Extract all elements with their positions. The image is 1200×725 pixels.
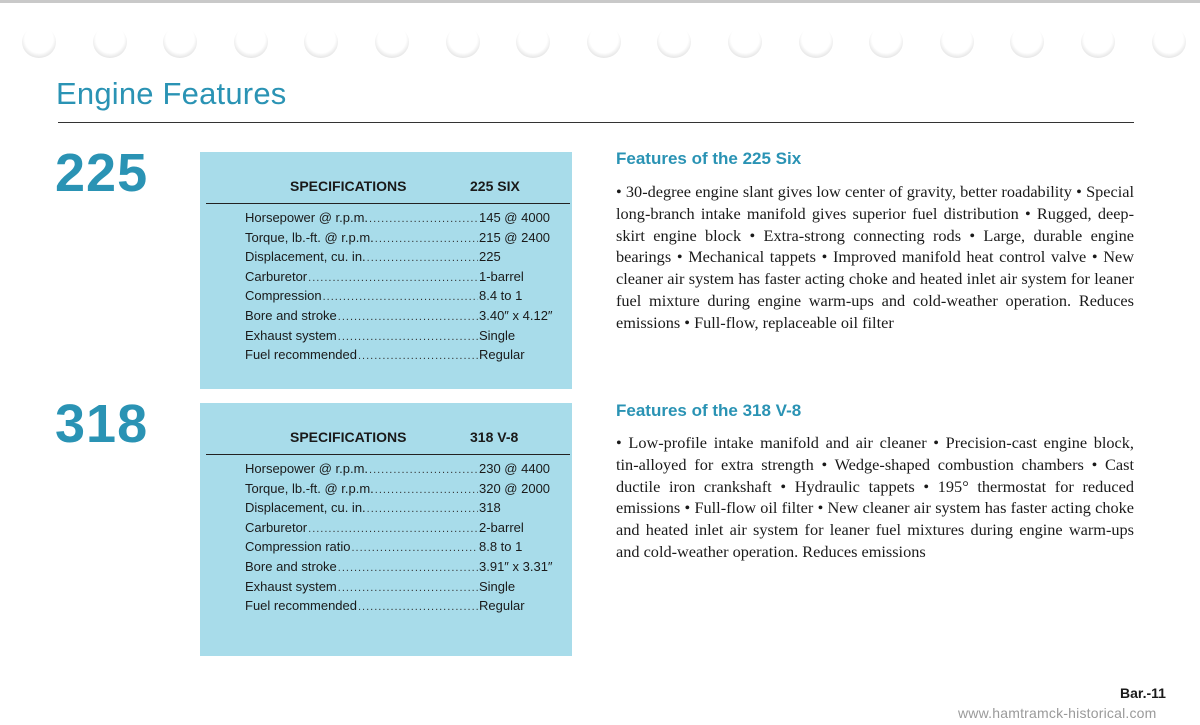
binder-hole (446, 26, 480, 58)
spec-label: Horsepower @ r.p.m. (245, 210, 369, 225)
spec-value: 318 (479, 500, 501, 516)
dot-leader (367, 503, 478, 515)
dot-leader (369, 464, 478, 476)
spec-row (245, 579, 565, 599)
spec-value: Single (479, 578, 516, 594)
binder-hole (93, 26, 127, 58)
dot-leader (323, 291, 478, 303)
spec-row (245, 539, 565, 559)
spec-label: Compression (245, 288, 322, 304)
engine-number-225: 225 (55, 143, 149, 203)
features-text-318: • Low-profile intake manifold and air cleaner • Precision-cast engine block, tin-alloyed for extra strength • Wedge-shaped combustion chambers • Cast ductile iron crankshaft • Hydraulic tappets • 195° thermostat for reduced emissions • Full-flow oil filter • New cleaner air system has faster acting choke and heated inlet air system for leaner fuel mixtures during engine warm-ups and cold-weather operation. Reduces emissions (616, 433, 1134, 561)
spec-label: Torque, lb.-ft. @ r.p.m. (245, 480, 374, 496)
dot-leader (358, 601, 478, 613)
spec-label: Compression ratio (245, 539, 351, 555)
spec-value: Regular (479, 598, 525, 614)
spec-label: Horsepower @ r.p.m. (245, 461, 369, 476)
spec-value: 320 @ 2000 (479, 480, 551, 496)
binder-hole (940, 26, 974, 58)
spec-row (245, 328, 565, 348)
binder-hole (234, 26, 268, 58)
spec-row (245, 347, 565, 367)
engine-number-318: 318 (55, 394, 149, 454)
spec-label: Fuel recommended (245, 598, 357, 614)
binder-hole (728, 26, 762, 58)
spec-table (245, 210, 565, 367)
binder-hole (1152, 26, 1186, 58)
spec-rule (206, 203, 570, 204)
spec-label: Torque, lb.-ft. @ r.p.m. (245, 229, 374, 245)
spec-box-225 (200, 152, 572, 389)
page-number: Bar.-11 (1120, 685, 1166, 701)
spec-heading: SPECIFICATIONS (290, 178, 407, 194)
spec-value: Regular (479, 347, 525, 363)
spec-value: 145 @ 4000 (479, 210, 551, 225)
spec-label: Fuel recommended (245, 347, 357, 363)
spec-value: 3.40″ x 4.12″ (479, 307, 553, 323)
spec-label: Carburetor (245, 519, 308, 535)
dot-leader (375, 233, 478, 245)
spec-heading: SPECIFICATIONS (290, 429, 407, 445)
binder-hole (587, 26, 621, 58)
spec-row (245, 249, 565, 269)
dot-leader (338, 582, 478, 594)
spec-table (245, 461, 565, 618)
page-top-edge (0, 0, 1200, 3)
spec-label: Exhaust system (245, 578, 337, 594)
spec-row (245, 269, 565, 289)
spec-value: Single (479, 327, 516, 343)
watermark: www.hamtramck-historical.com (958, 705, 1157, 721)
spec-value: 8.4 to 1 (479, 288, 523, 304)
dot-leader (338, 562, 478, 574)
binder-hole (1081, 26, 1115, 58)
spec-model: 318 V-8 (470, 429, 519, 445)
binder-hole (869, 26, 903, 58)
spec-value: 2-barrel (479, 519, 524, 535)
spec-model: 225 SIX (470, 178, 520, 194)
binder-hole (304, 26, 338, 58)
spec-row (245, 461, 565, 481)
page-title: Engine Features (56, 76, 287, 111)
spec-row (245, 481, 565, 501)
spec-row (245, 500, 565, 520)
spec-rule (206, 454, 570, 455)
features-title-318: Features of the 318 V-8 (616, 401, 802, 420)
spec-header (200, 403, 572, 455)
spec-row (245, 230, 565, 250)
binder-hole (516, 26, 550, 58)
binder-hole (163, 26, 197, 58)
dot-leader (352, 542, 479, 554)
spec-label: Bore and stroke (245, 558, 337, 574)
spec-row (245, 308, 565, 328)
spec-value: 215 @ 2400 (479, 229, 551, 245)
binder-hole (799, 26, 833, 58)
spec-row (245, 598, 565, 618)
dot-leader (308, 523, 478, 535)
spec-label: Displacement, cu. in. (245, 249, 366, 265)
binder-hole (1010, 26, 1044, 58)
spec-label: Carburetor (245, 268, 308, 284)
binder-holes (22, 26, 1192, 60)
spec-row (245, 520, 565, 540)
spec-header (200, 152, 572, 204)
features-title-225: Features of the 225 Six (616, 149, 802, 168)
spec-value: 8.8 to 1 (479, 539, 523, 555)
dot-leader (375, 484, 478, 496)
spec-label: Bore and stroke (245, 307, 337, 323)
binder-hole (375, 26, 409, 58)
spec-row (245, 288, 565, 308)
spec-value: 1-barrel (479, 268, 524, 284)
dot-leader (338, 311, 478, 323)
dot-leader (369, 213, 478, 225)
spec-value: 225 (479, 249, 501, 265)
spec-label: Displacement, cu. in. (245, 500, 366, 516)
features-text-225: • 30-degree engine slant gives low center of gravity, better roadability • Special long-branch intake manifold gives superior fuel distribution • Rugged, deep-skirt engine block • Extra-strong connecting rods • Large, durable engine bearings • Mechanical tappets • Improved manifold heat control valve • New cleaner air system has faster acting choke and heated inlet air system for leaner fuel mixture during engine warm-ups and cold-weather operation. Reduces emissions • Full-flow, replaceable oil filter (616, 182, 1134, 332)
spec-label: Exhaust system (245, 327, 337, 343)
spec-row (245, 210, 565, 230)
spec-row (245, 559, 565, 579)
dot-leader (338, 331, 478, 343)
dot-leader (358, 350, 478, 362)
dot-leader (367, 252, 478, 264)
binder-hole (22, 26, 56, 58)
spec-value: 230 @ 4400 (479, 461, 551, 476)
spec-value: 3.91″ x 3.31″ (479, 558, 553, 574)
title-rule (58, 122, 1134, 123)
dot-leader (308, 272, 478, 284)
binder-hole (657, 26, 691, 58)
spec-box-318 (200, 403, 572, 656)
